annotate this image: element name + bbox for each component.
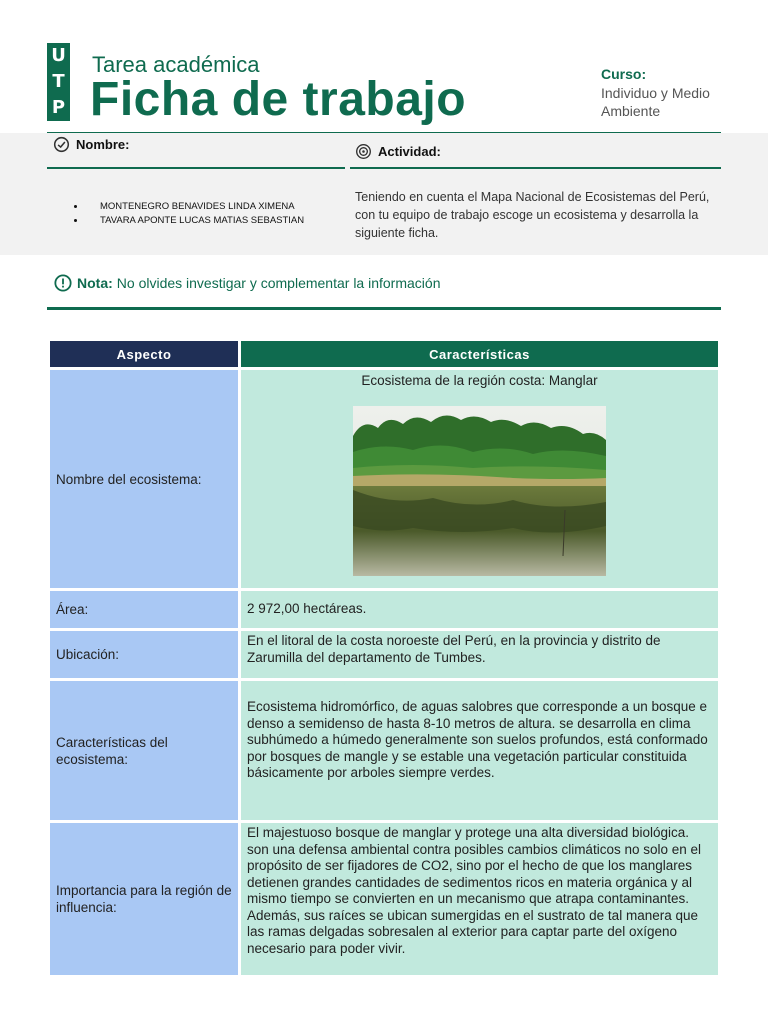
curso-value: Individuo y Medio Ambiente bbox=[601, 85, 710, 119]
nombre-label: Nombre: bbox=[76, 137, 130, 152]
nombre-field bbox=[53, 136, 129, 153]
nota-text: No olvides investigar y complementar la información bbox=[116, 275, 441, 291]
logo-letter-p: P bbox=[51, 97, 66, 118]
team-members-list bbox=[76, 200, 304, 228]
characteristics-cell: 2 972,00 hectáreas. bbox=[241, 591, 718, 628]
aspect-cell: Nombre del ecosistema: bbox=[50, 370, 238, 588]
column-header-aspecto: Aspecto bbox=[50, 341, 238, 367]
characteristics-cell bbox=[241, 370, 718, 588]
logo-letter-u: U bbox=[51, 45, 66, 66]
characteristics-cell: Ecosistema hidromórfico, de aguas salobres que corresponde a un bosque e denso a semidenso de hasta 8-10 metros de altura. se desarrolla en clima subhúmedo a húmedo generalmente son suelos profundos, está conformado por bosques de mangle y se estable una vegetación particular constituida básicamente por arboles siempre verdes. bbox=[241, 681, 718, 820]
nota-divider bbox=[47, 307, 721, 310]
aspect-cell: Área: bbox=[50, 591, 238, 628]
logo-letter-t: T bbox=[52, 71, 65, 92]
table-row bbox=[50, 591, 718, 628]
table-row bbox=[50, 631, 718, 678]
document-subtitle: Tarea académica bbox=[92, 52, 260, 77]
document-title: Ficha de trabajo bbox=[90, 73, 467, 126]
aspect-cell: Importancia para la región de influencia: bbox=[50, 823, 238, 975]
target-icon bbox=[355, 143, 372, 160]
utp-logo bbox=[47, 43, 70, 121]
mangrove-photo bbox=[353, 406, 606, 576]
nota-banner bbox=[54, 274, 440, 292]
table-row bbox=[50, 370, 718, 588]
team-member: • MONTENEGRO BENAVIDES LINDA XIMENA bbox=[86, 200, 304, 214]
ecosystem-name: Ecosistema de la región costa: Manglar bbox=[361, 373, 598, 388]
nota-label: Nota: bbox=[77, 275, 113, 291]
nombre-divider bbox=[47, 167, 345, 169]
alert-circle-icon bbox=[54, 274, 72, 292]
team-member: • TAVARA APONTE LUCAS MATIAS SEBASTIAN bbox=[86, 214, 304, 228]
table-row bbox=[50, 823, 718, 975]
table-row bbox=[50, 681, 718, 820]
curso-label: Curso: bbox=[601, 66, 647, 82]
actividad-field bbox=[355, 143, 441, 160]
characteristics-cell: El majestuoso bosque de manglar y protege una alta diversidad biológica. son una defensa ambiental contra posibles cambios climáticos no solo en el propósito de ser fijadores de CO2, sino por el hecho de que los manglares detienen grandes cantidades de sedimentos ricos en materia orgánica y al mismo tiempo se convierten en un mecanismo que atrapa contaminantes. Además, sus raíces se ubican sumergidas en el sustrato de tal manera que las ramas delgadas sobresalen al exterior para captar parte del oxígeno necesario para poder vivir. bbox=[241, 823, 718, 975]
activity-description: Teniendo en cuenta el Mapa Nacional de Ecosistemas del Perú, con tu equipo de trabajo escoge un ecosistema y desarrolla la siguiente ficha. bbox=[355, 190, 710, 240]
actividad-divider bbox=[350, 167, 721, 169]
actividad-label: Actividad: bbox=[378, 144, 441, 159]
table-header-row bbox=[50, 341, 718, 367]
check-circle-icon bbox=[53, 136, 70, 153]
aspect-cell: Ubicación: bbox=[50, 631, 238, 678]
ecosystem-table bbox=[47, 338, 721, 978]
column-header-caracteristicas: Características bbox=[241, 341, 718, 367]
characteristics-cell: En el litoral de la costa noroeste del Perú, en la provincia y distrito de Zarumilla del departamento de Tumbes. bbox=[241, 631, 718, 678]
aspect-cell: Características del ecosistema: bbox=[50, 681, 238, 820]
